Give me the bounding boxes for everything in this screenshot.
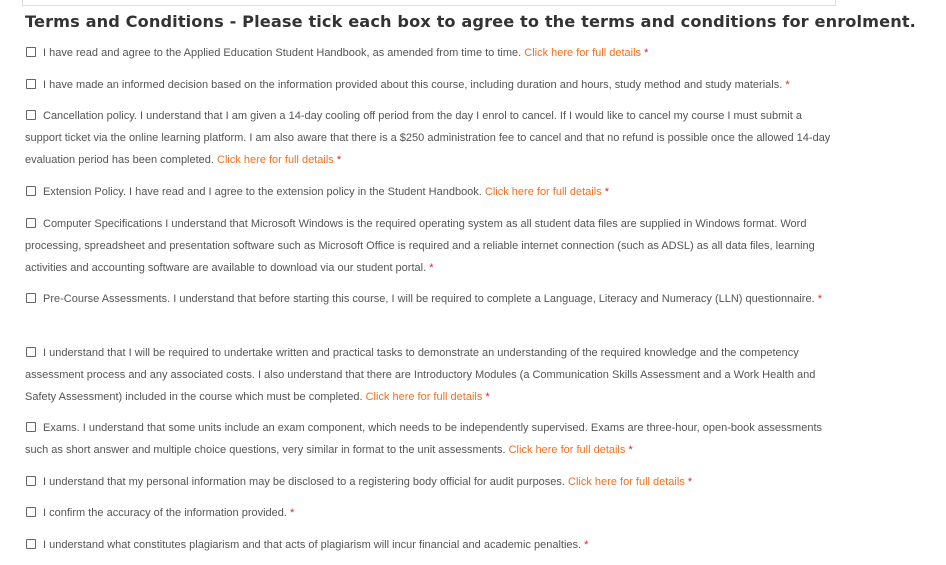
- full-details-link[interactable]: Click here for full details: [217, 154, 334, 166]
- required-asterisk: *: [644, 47, 649, 59]
- term-checkbox[interactable]: [26, 476, 36, 486]
- required-asterisk: *: [485, 391, 490, 403]
- required-asterisk: *: [584, 539, 589, 551]
- term-personal-information: [25, 471, 840, 493]
- term-computer-specifications: [25, 213, 840, 279]
- term-text: Cancellation policy. I understand that I am given a 14-day cooling off period from the day I enrol to cancel. If I would like to cancel my course I must submit a support ticket via the online learning platform. I am also aware that there is a $250 administration fee to cancel and that no refund is possible once the allowed 14-day evaluation period has been completed.: [25, 110, 831, 166]
- required-asterisk: *: [687, 476, 693, 488]
- term-checkbox[interactable]: [26, 507, 36, 517]
- term-text: Extension Policy. I have read and I agree to the extension policy in the Student Handbook.: [43, 186, 482, 198]
- term-cancellation-policy: [25, 105, 840, 171]
- term-checkbox[interactable]: [26, 347, 36, 357]
- term-handbook: [25, 42, 840, 64]
- required-asterisk: *: [429, 262, 434, 274]
- section-heading: Terms and Conditions - Please tick each box to agree to the terms and conditions for enrolment.: [25, 12, 916, 31]
- required-asterisk: *: [604, 186, 610, 198]
- full-details-link[interactable]: Click here for full details: [524, 47, 642, 59]
- full-details-link[interactable]: Click here for full details: [508, 444, 626, 456]
- term-pre-course-assessments: [25, 288, 840, 310]
- term-checkbox[interactable]: [26, 79, 36, 89]
- required-asterisk: *: [290, 507, 295, 519]
- previous-section-border: [22, 0, 836, 6]
- term-informed-decision: [25, 74, 840, 96]
- term-text: I understand that my personal information may be disclosed to a registering body official for audit purposes.: [43, 476, 565, 488]
- term-text: Pre-Course Assessments. I understand that before starting this course, I will be required to complete a Language, Literacy and Numeracy (LLN) questionnaire.: [43, 293, 815, 305]
- required-asterisk: *: [817, 293, 822, 305]
- term-checkbox[interactable]: [26, 186, 36, 196]
- term-text: I confirm the accuracy of the information provided.: [43, 507, 287, 519]
- term-accuracy: [25, 502, 840, 524]
- term-text: I have made an informed decision based on the information provided about this course, including duration and hours, study method and study materials.: [43, 79, 783, 91]
- required-asterisk: *: [336, 154, 342, 166]
- term-text: Exams. I understand that some units include an exam component, which needs to be independently supervised. Exams are three-hour, open-book assessments such as short answer and multiple choice questions, very similar in format to the unit assessments.: [25, 422, 823, 456]
- term-text: I understand that I will be required to undertake written and practical tasks to demonstrate an understanding of the required knowledge and the competency assessment process and any associated costs. I also understand that there are Introductory Modules (a Communication Skills Assessment and a Work Health and Safety Assessment) included in the course which must be completed.: [25, 347, 816, 403]
- required-asterisk: *: [785, 79, 790, 91]
- term-checkbox[interactable]: [26, 47, 36, 57]
- term-text: Computer Specifications I understand that Microsoft Windows is the required operating system as all student data files are supplied in Windows format. Word processing, spreadsheet and presentation software such as Microsoft Office is required and a reliable internet connection (such as ADSL) as all data files, learning activities and accounting software are available to download via our student portal.: [25, 218, 815, 274]
- term-checkbox[interactable]: [26, 110, 36, 120]
- term-checkbox[interactable]: [26, 218, 36, 228]
- full-details-link[interactable]: Click here for full details: [568, 476, 685, 488]
- term-assessment-tasks: [25, 342, 840, 408]
- term-extension-policy: [25, 181, 840, 203]
- term-text: I have read and agree to the Applied Education Student Handbook, as amended from time to time.: [43, 47, 522, 59]
- term-checkbox[interactable]: [26, 422, 36, 432]
- full-details-link[interactable]: Click here for full details: [484, 186, 602, 198]
- term-checkbox[interactable]: [26, 293, 36, 303]
- required-asterisk: *: [628, 444, 633, 456]
- term-exams: [25, 417, 840, 461]
- term-text: I understand what constitutes plagiarism and that acts of plagiarism will incur financial and academic penalties.: [43, 539, 582, 551]
- full-details-link[interactable]: Click here for full details: [365, 391, 483, 403]
- term-plagiarism: [25, 534, 840, 556]
- term-checkbox[interactable]: [26, 539, 36, 549]
